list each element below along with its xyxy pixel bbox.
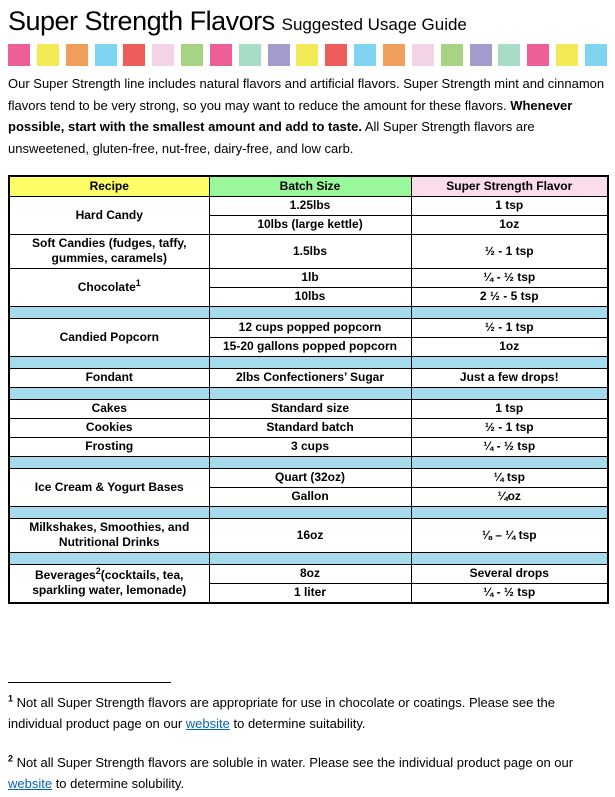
recipe-cell: Cookies	[9, 418, 209, 437]
color-square	[498, 44, 520, 66]
batch-cell: 10lbs (large kettle)	[209, 215, 411, 234]
table-row	[9, 418, 608, 437]
recipe-label: Beverages	[35, 568, 96, 582]
footnote-2	[8, 752, 607, 795]
flavor-cell: Several drops	[411, 564, 608, 583]
recipe-label-detail: (cocktails, tea, sparkling water, lemonade)	[32, 568, 187, 597]
color-square	[210, 44, 232, 66]
color-square	[181, 44, 203, 66]
title-main: Super Strength Flavors	[8, 6, 275, 36]
separator-cell	[9, 456, 209, 468]
flavor-cell: ¼ - ½ tsp	[411, 268, 608, 287]
color-square	[412, 44, 434, 66]
recipe-cell	[9, 564, 209, 603]
table-row	[9, 468, 608, 487]
separator-row	[9, 356, 608, 368]
color-square	[383, 44, 405, 66]
batch-cell: 15-20 gallons popped popcorn	[209, 337, 411, 356]
footnote-2-marker: 2	[8, 753, 14, 764]
batch-cell: 16oz	[209, 518, 411, 552]
header-recipe: Recipe	[9, 176, 209, 196]
separator-row	[9, 456, 608, 468]
recipe-cell: Milkshakes, Smoothies, and Nutritional Drinks	[9, 518, 209, 552]
footnote-1-text-before: Not all Super Strength flavors are appropriate for use in chocolate or coatings. Please see the individual product page on our	[8, 694, 555, 731]
separator-cell	[9, 306, 209, 318]
table-row	[9, 268, 608, 287]
recipe-cell: Ice Cream & Yogurt Bases	[9, 468, 209, 506]
batch-cell: 1.25lbs	[209, 196, 411, 215]
flavor-cell: ¼oz	[411, 487, 608, 506]
table-row	[9, 318, 608, 337]
footnote-ref-1: 1	[135, 277, 141, 288]
footnote-ref-2: 2	[95, 566, 101, 576]
flavor-cell: ⅛ – ¼ tsp	[411, 518, 608, 552]
color-square	[527, 44, 549, 66]
table-row	[9, 399, 608, 418]
footnote-1-text-after: to determine suitability.	[229, 716, 366, 731]
page-title	[8, 6, 607, 37]
website-link-1[interactable]: website	[185, 716, 230, 731]
intro-text-before: Our Super Strength line includes natural flavors and artificial flavors. Super Strength mint and cinnamon flavors tend to be very strong, so you may want to reduce the amount for these flavors.	[8, 76, 605, 113]
color-square	[123, 44, 145, 66]
color-square	[95, 44, 117, 66]
color-square	[8, 44, 30, 66]
batch-cell: 2lbs Confectioners’ Sugar	[209, 368, 411, 387]
flavor-cell: ½ - 1 tsp	[411, 234, 608, 268]
recipe-cell: Soft Candies (fudges, taffy, gummies, caramels)	[9, 234, 209, 268]
batch-cell: 10lbs	[209, 287, 411, 306]
table-header-row	[9, 176, 608, 196]
table-row	[9, 368, 608, 387]
separator-row	[9, 506, 608, 518]
color-square	[66, 44, 88, 66]
batch-cell: Standard batch	[209, 418, 411, 437]
separator-row	[9, 552, 608, 564]
table-row	[9, 437, 608, 456]
separator-cell	[411, 506, 608, 518]
batch-cell: Gallon	[209, 487, 411, 506]
intro-text-bold: Whenever possible, start with the smallest amount and add to taste.	[8, 97, 573, 134]
batch-cell: 1 liter	[209, 583, 411, 603]
color-square	[354, 44, 376, 66]
batch-cell: 12 cups popped popcorn	[209, 318, 411, 337]
flavor-cell: 2 ½ - 5 tsp	[411, 287, 608, 306]
color-square	[239, 44, 261, 66]
flavor-cell: 1oz	[411, 215, 608, 234]
batch-cell: 3 cups	[209, 437, 411, 456]
footnote-1	[8, 692, 607, 735]
flavor-cell: ¼ - ½ tsp	[411, 583, 608, 603]
separator-cell	[209, 306, 411, 318]
recipe-label: Chocolate	[77, 279, 136, 294]
separator-cell	[9, 356, 209, 368]
color-square	[556, 44, 578, 66]
header-batch-size: Batch Size	[209, 176, 411, 196]
color-square	[37, 44, 59, 66]
intro-text-after: All Super Strength flavors are unsweetened, gluten-free, nut-free, dairy-free, and low carb.	[8, 119, 535, 156]
recipe-cell: Frosting	[9, 437, 209, 456]
flavor-cell: 1 tsp	[411, 196, 608, 215]
color-square	[470, 44, 492, 66]
separator-cell	[209, 552, 411, 564]
flavor-cell: ¼ tsp	[411, 468, 608, 487]
separator-cell	[209, 387, 411, 399]
separator-cell	[411, 306, 608, 318]
flavor-cell: Just a few drops!	[411, 368, 608, 387]
color-square	[296, 44, 318, 66]
recipe-cell: Hard Candy	[9, 196, 209, 234]
usage-table	[8, 175, 609, 604]
footnote-2-text-before: Not all Super Strength flavors are soluble in water. Please see the individual product page on our	[13, 754, 574, 770]
separator-cell	[209, 506, 411, 518]
flavor-cell: ¼ - ½ tsp	[411, 437, 608, 456]
recipe-cell: Candied Popcorn	[9, 318, 209, 356]
footnotes-section	[8, 682, 607, 795]
table-row	[9, 518, 608, 552]
color-square	[585, 44, 607, 66]
flavor-cell: 1oz	[411, 337, 608, 356]
separator-cell	[209, 356, 411, 368]
separator-cell	[9, 552, 209, 564]
separator-cell	[411, 387, 608, 399]
color-strip	[8, 44, 607, 66]
separator-cell	[209, 456, 411, 468]
color-square	[325, 44, 347, 66]
footnote-separator-line	[8, 682, 171, 683]
separator-cell	[9, 506, 209, 518]
separator-cell	[411, 456, 608, 468]
separator-cell	[9, 387, 209, 399]
table-row	[9, 196, 608, 215]
header-flavor: Super Strength Flavor	[411, 176, 608, 196]
footnote-2-text-after: to determine solubility.	[52, 776, 185, 791]
color-square	[268, 44, 290, 66]
title-subtitle: Suggested Usage Guide	[281, 15, 467, 34]
separator-row	[9, 306, 608, 318]
batch-cell: 1lb	[209, 268, 411, 287]
batch-cell: Standard size	[209, 399, 411, 418]
recipe-cell: Cakes	[9, 399, 209, 418]
batch-cell: Quart (32oz)	[209, 468, 411, 487]
recipe-cell	[9, 268, 209, 306]
separator-cell	[411, 552, 608, 564]
batch-cell: 1.5lbs	[209, 234, 411, 268]
flavor-cell: ½ - 1 tsp	[411, 418, 608, 437]
flavor-cell: 1 tsp	[411, 399, 608, 418]
color-square	[152, 44, 174, 66]
table-row	[9, 234, 608, 268]
separator-row	[9, 387, 608, 399]
website-link-2[interactable]: website	[8, 776, 53, 791]
footnote-1-marker: 1	[8, 693, 14, 704]
table-row	[9, 564, 608, 583]
recipe-cell: Fondant	[9, 368, 209, 387]
batch-cell: 8oz	[209, 564, 411, 583]
flavor-cell: ½ - 1 tsp	[411, 318, 608, 337]
separator-cell	[411, 356, 608, 368]
intro-paragraph	[8, 73, 607, 159]
color-square	[441, 44, 463, 66]
